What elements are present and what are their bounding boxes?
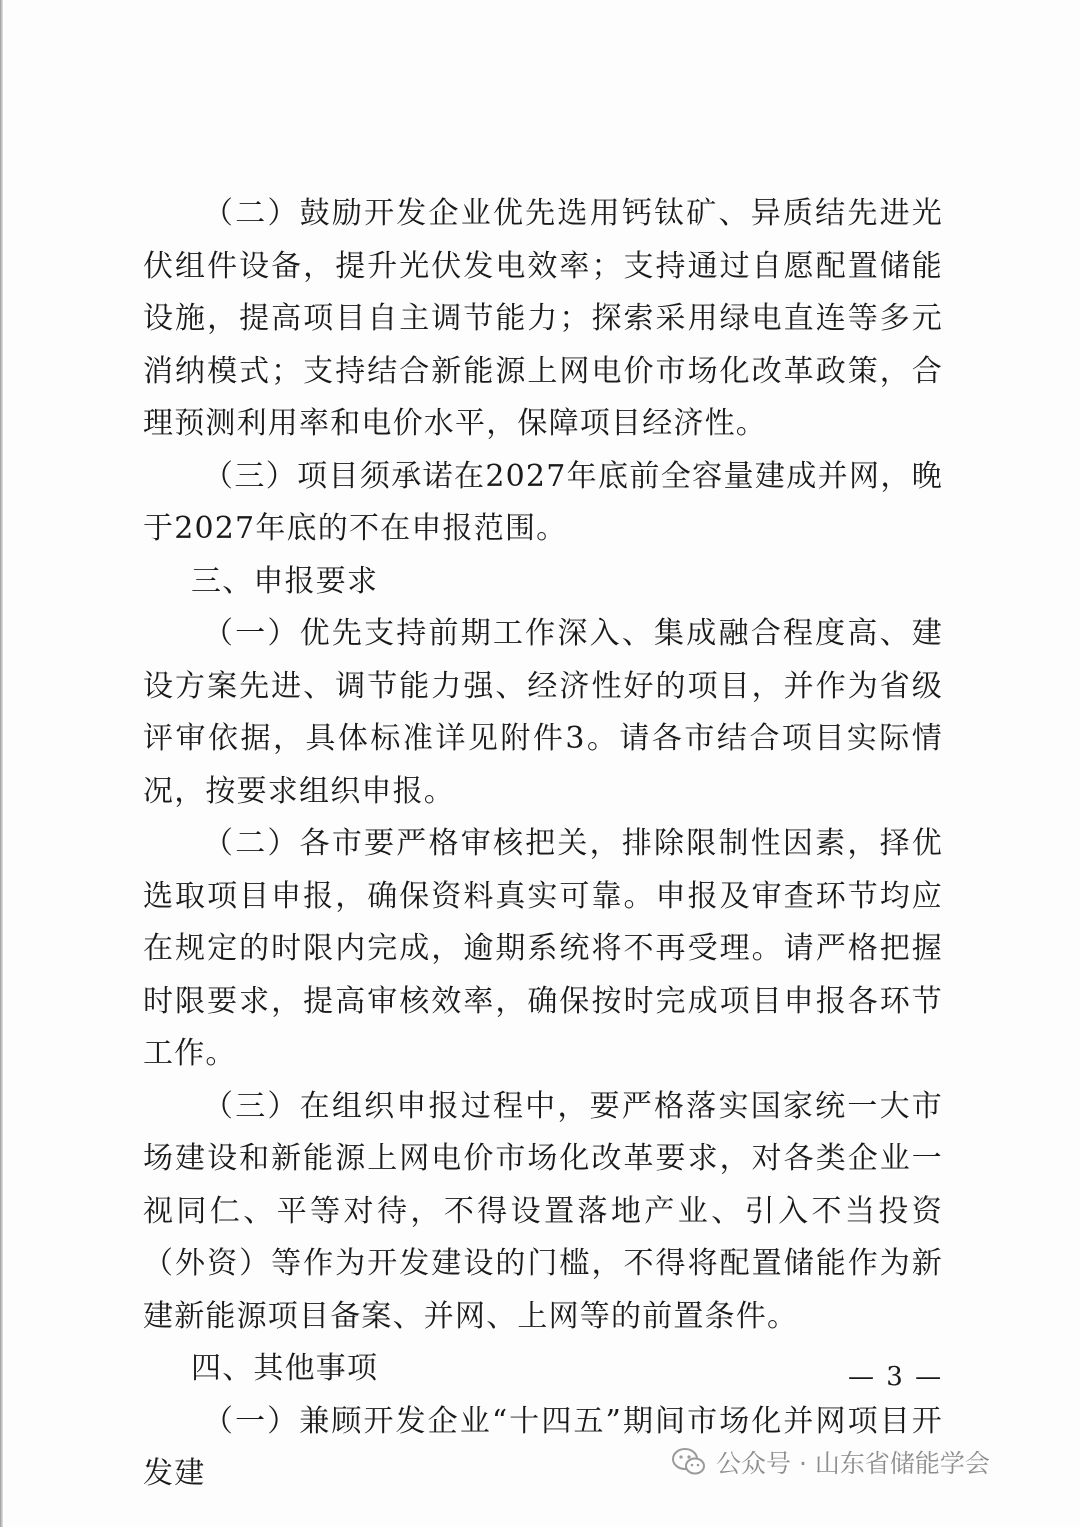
section-heading-4: 四、其他事项 xyxy=(191,1351,379,1386)
scan-edge xyxy=(0,0,3,1527)
paragraph-3-2: （二）各市要严格审核把关，排除限制性因素，择优选取项目申报，确保资料真实可靠。申报及审查环节均应在规定的时限内完成，逾期系统将不再受理。请严格把握时限要求，提高审核效率，确保按时完成项目申报各环节工作。 xyxy=(143,826,943,1071)
paragraph-4-1: （一）兼顾开发企业“十四五”期间市场化并网项目开发建 xyxy=(143,1403,943,1491)
watermark-text: 公众号 · 山东省储能学会 xyxy=(716,1449,990,1478)
paragraph-3-1: （一）优先支持前期工作深入、集成融合程度高、建设方案先进、调节能力强、经济性好的项目，并作为省级评审依据，具体标准详见附件3。请各市结合项目实际情况，按要求组织申报。 xyxy=(143,616,943,809)
document-body xyxy=(143,188,943,1501)
watermark xyxy=(672,1442,990,1482)
section-heading-3: 三、申报要求 xyxy=(191,563,379,599)
page-number: — 3 — xyxy=(848,1362,944,1392)
paragraph-2-3: （三）项目须承诺在2027年底前全容量建成并网，晚于2027年底的不在申报范围。 xyxy=(143,458,943,546)
paragraph-2-2: （二）鼓励开发企业优先选用钙钛矿、异质结先进光伏组件设备，提升光伏发电效率；支持通过自愿配置储能设施，提高项目自主调节能力；探索采用绿电直连等多元消纳模式；支持结合新能源上网电价市场化改革政策，合理预测利用率和电价水平，保障项目经济性。 xyxy=(143,196,943,441)
paragraph-3-3: （三）在组织申报过程中，要严格落实国家统一大市场建设和新能源上网电价市场化改革要求，对各类企业一视同仁、平等对待，不得设置落地产业、引入不当投资（外资）等作为开发建设的门槛，不得将配置储能作为新建新能源项目备案、并网、上网等的前置条件。 xyxy=(143,1088,943,1334)
wechat-icon xyxy=(672,1447,706,1477)
